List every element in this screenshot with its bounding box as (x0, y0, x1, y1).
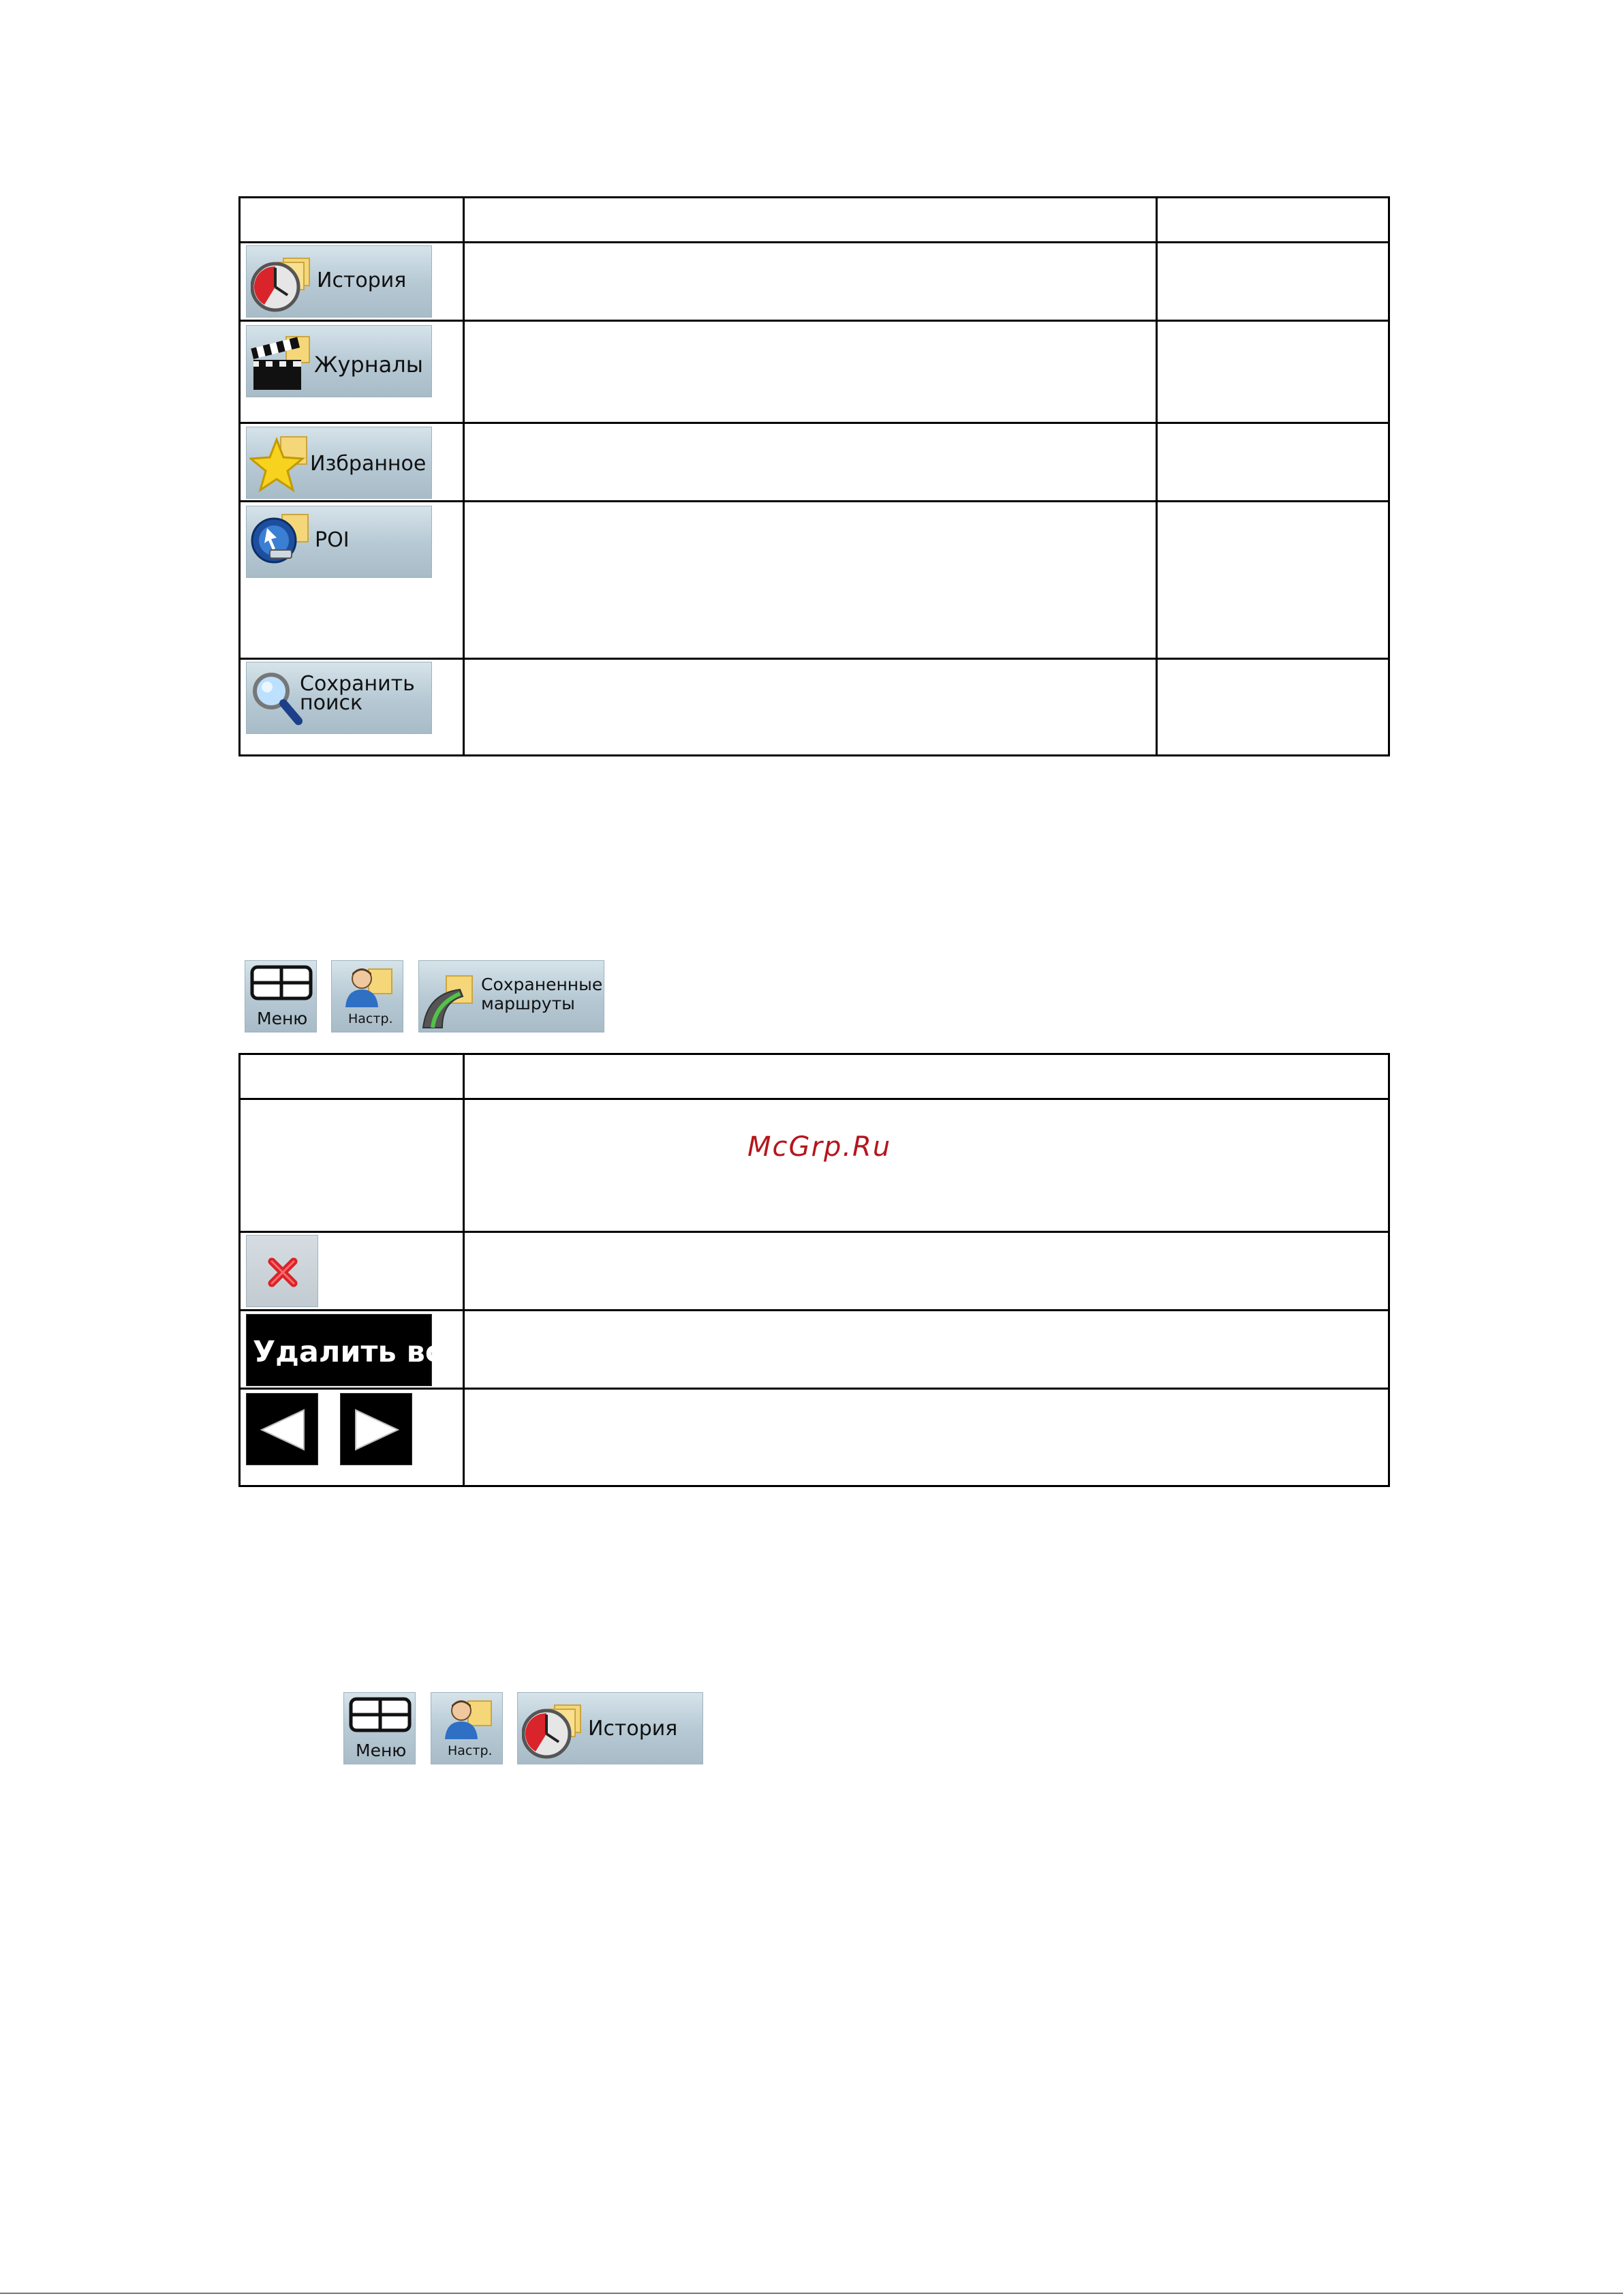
header-cell (464, 198, 1157, 243)
history-button[interactable] (517, 1692, 703, 1764)
favorites-button-label: Избранное (310, 452, 427, 476)
reference-cell (1157, 502, 1389, 659)
clapperboard-icon (249, 333, 313, 393)
history-button-label: История (317, 269, 407, 292)
reference-cell (1157, 659, 1389, 756)
history-button[interactable] (246, 245, 432, 318)
saved-routes-button[interactable] (418, 960, 604, 1032)
menu-button[interactable] (245, 960, 317, 1032)
route-road-icon (422, 973, 480, 1030)
menu-button-label: Меню (257, 1009, 308, 1028)
settings-button-label: Настр. (448, 1743, 493, 1758)
clock-icon (522, 1700, 585, 1761)
save-search-label-line2: поиск (300, 691, 363, 715)
next-page-button[interactable] (340, 1393, 412, 1465)
reference-cell (1157, 423, 1389, 502)
favorites-button[interactable] (246, 427, 432, 499)
user-settings-icon (442, 1697, 495, 1742)
clock-icon (251, 253, 313, 314)
reference-cell (1157, 243, 1389, 321)
header-cell (240, 1054, 464, 1099)
poi-button-label: POI (315, 528, 350, 552)
description-cell (464, 502, 1157, 659)
delete-x-icon (266, 1256, 299, 1289)
settings-button[interactable] (331, 960, 403, 1032)
logs-button[interactable] (246, 325, 432, 397)
description-cell (464, 1389, 1389, 1486)
watermark: McGrp.Ru (747, 1131, 892, 1163)
page-bottom-edge (0, 2293, 1623, 2294)
description-cell (464, 659, 1157, 756)
previous-page-button[interactable] (246, 1393, 318, 1465)
description-cell (464, 423, 1157, 502)
menu-grid-icon (349, 1697, 412, 1732)
saved-routes-label-line1: Сохраненные (481, 975, 603, 994)
menu-button[interactable] (343, 1692, 416, 1764)
poi-button[interactable] (246, 506, 432, 578)
delete-all-button-label: Удалить все (253, 1335, 463, 1369)
menu-button-label: Меню (356, 1741, 407, 1760)
settings-button-label: Настр. (348, 1011, 393, 1026)
user-settings-icon (343, 965, 396, 1010)
delete-button[interactable] (246, 1235, 318, 1307)
history-button-label: История (588, 1717, 678, 1741)
save-search-label-line1: Сохранить (300, 672, 415, 696)
arrow-left-icon (259, 1407, 307, 1452)
star-icon (249, 433, 312, 495)
header-cell (464, 1054, 1389, 1099)
poi-pin-icon (249, 510, 312, 573)
logs-button-label: Журналы (314, 352, 423, 378)
description-cell (464, 1232, 1389, 1311)
magnifier-icon (249, 668, 304, 729)
settings-button[interactable] (431, 1692, 503, 1764)
reference-cell (1157, 321, 1389, 423)
arrow-right-icon (353, 1407, 401, 1452)
description-cell (464, 1099, 1389, 1232)
save-search-button[interactable] (246, 662, 432, 734)
saved-routes-label-line2: маршруты (481, 994, 575, 1013)
header-cell (1157, 198, 1389, 243)
description-cell (464, 243, 1157, 321)
menu-grid-icon (250, 965, 313, 1000)
header-cell (240, 198, 464, 243)
description-cell (464, 321, 1157, 423)
description-cell (464, 1311, 1389, 1389)
control-cell (240, 1099, 464, 1232)
delete-all-button[interactable] (246, 1314, 463, 1386)
